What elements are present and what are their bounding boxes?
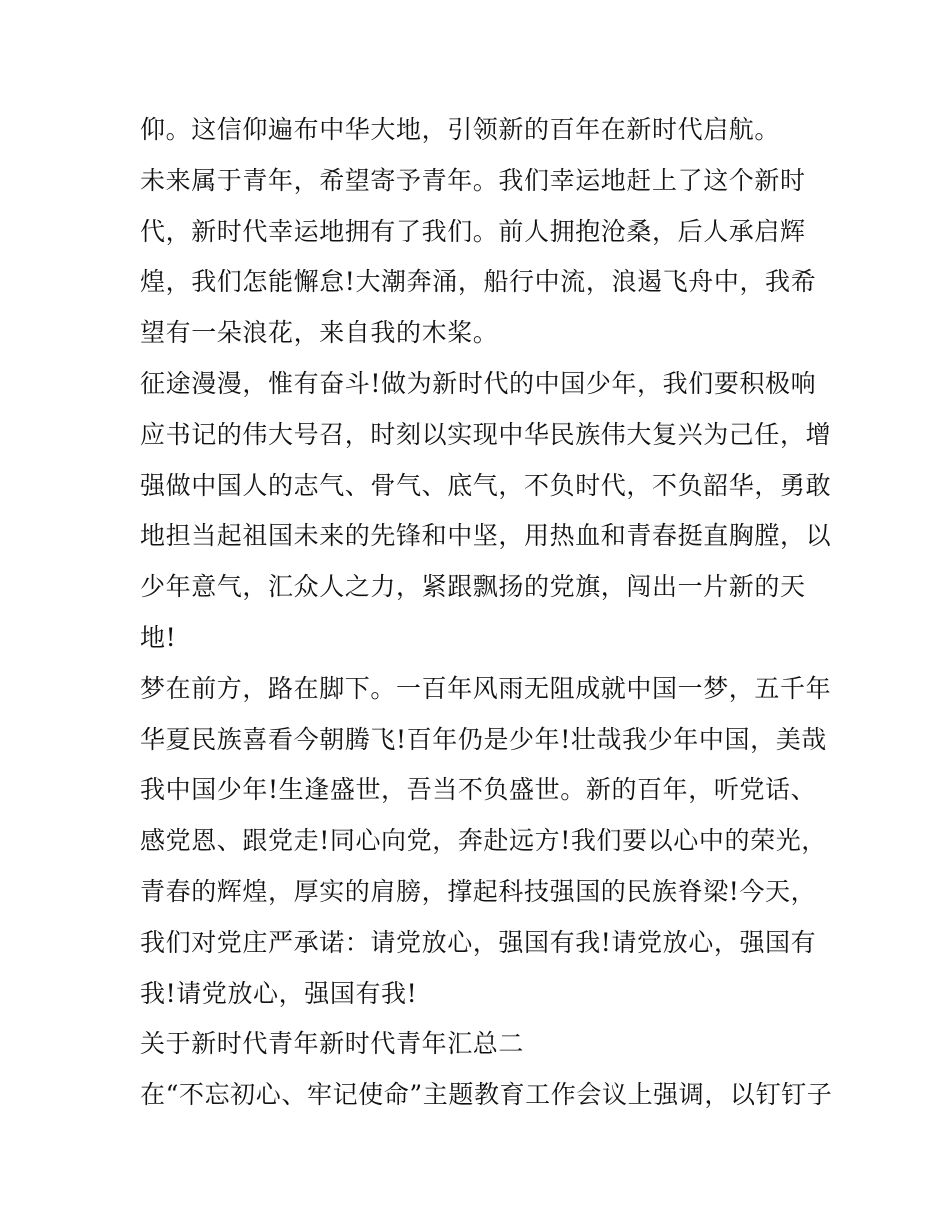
text-line: 我!请党放心，强国有我! bbox=[140, 978, 418, 1008]
text-line: 我们对党庄严承诺：请党放心，强国有我!请党放心，强国有 bbox=[140, 927, 817, 957]
text-line: 代，新时代幸运地拥有了我们。前人拥抱沧桑，后人承启辉 bbox=[140, 216, 806, 246]
text-line: 地! bbox=[140, 622, 177, 652]
text-line: 少年意气，汇众人之力，紧跟飘扬的党旗，闯出一片新的天 bbox=[140, 572, 806, 602]
text-line: 我中国少年!生逢盛世，吾当不负盛世。新的百年，听党话、 bbox=[140, 775, 817, 805]
text-line: 感党恩、跟党走!同心向党，奔赴远方!我们要以心中的荣光， bbox=[140, 826, 827, 856]
section-heading: 关于新时代青年新时代青年汇总二 bbox=[140, 1029, 525, 1059]
text-line: 梦在前方，路在脚下。一百年风雨无阻成就中国一梦，五千年 bbox=[140, 673, 832, 703]
text-line: 华夏民族喜看今朝腾飞!百年仍是少年!壮哉我少年中国，美哉 bbox=[140, 724, 827, 754]
text-line: 强做中国人的志气、骨气、底气，不负时代，不负韶华，勇敢 bbox=[140, 470, 832, 500]
text-line: 煌，我们怎能懈怠!大潮奔涌，船行中流，浪遏飞舟中，我希 bbox=[140, 267, 817, 297]
document-body bbox=[140, 105, 833, 1121]
text-line: 望有一朵浪花，来自我的木桨。 bbox=[140, 318, 499, 348]
text-line: 应书记的伟大号召，时刻以实现中华民族伟大复兴为己任，增 bbox=[140, 419, 832, 449]
text-line: 未来属于青年，希望寄予青年。我们幸运地赶上了这个新时 bbox=[140, 165, 806, 195]
text-line: 在“不忘初心、牢记使命”主题教育工作会议上强调，以钉钉子 bbox=[140, 1080, 833, 1110]
text-line: 地担当起祖国未来的先锋和中坚，用热血和青春挺直胸膛，以 bbox=[140, 521, 832, 551]
text-line: 仰。这信仰遍布中华大地，引领新的百年在新时代启航。 bbox=[140, 115, 781, 144]
text-line: 征途漫漫，惟有奋斗!做为新时代的中国少年，我们要积极响 bbox=[140, 368, 817, 398]
text-line: 青春的辉煌，厚实的肩膀，撑起科技强国的民族脊梁!今天， bbox=[140, 876, 817, 906]
